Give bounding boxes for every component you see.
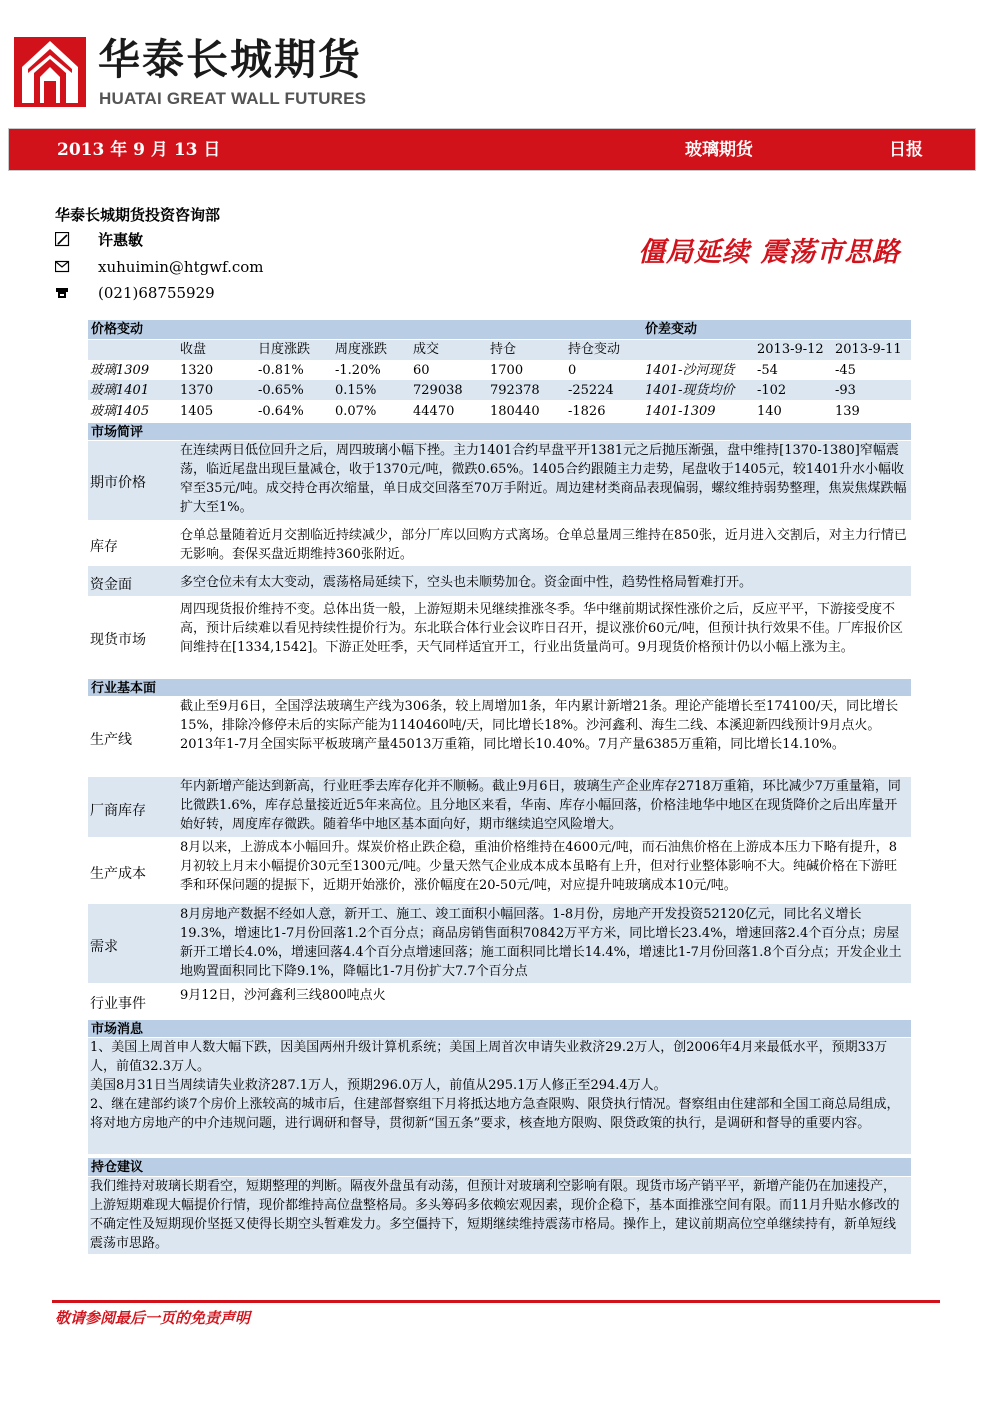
col-oi: 持仓	[490, 342, 517, 357]
brand-name-cn: 华泰长城期货	[98, 35, 363, 84]
table-row	[88, 400, 911, 420]
fund-text: 截止至9月6日，全国浮法玻璃生产线为306条，较上周增加1条，年内累计新增21条。理论产能增长至174100/天，同比增长15%，排除冷修停未后的实际产能为1140460吨/天，同比增长18%。沙河鑫利、海生二线、本溪迎新四线预计9月点火。2013年1-7月全国实际平板玻璃产量45013万重箱，同比增长10.40%。7月产量6385万重箱，同比增长14.10%。	[180, 699, 899, 752]
close-value: 1370	[180, 383, 214, 398]
volume-value: 729038	[413, 383, 463, 398]
oi-value: 1700	[490, 363, 524, 378]
email-address[interactable]: xuhuimin@htgwf.com	[98, 258, 264, 276]
author-name: 许惠敏	[98, 231, 144, 249]
daily-change: -0.65%	[258, 383, 304, 398]
report-header-bar	[8, 128, 976, 171]
spread-value2: -45	[835, 363, 856, 378]
envelope-icon	[55, 259, 70, 274]
advice-text: 我们维持对玻璃长期看空，短期整理的判断。隔夜外盘虽有动荡，但预计对玻璃利空影响有限。现货市场产销平平，新增产能仍在加速投产，上游短期难现大幅提价行情，现价都维持高位盘整格局。多头筹码多依赖宏观因素，现价企稳下，基本面推涨空间有限。而11月升贴水修改的不确定性及短期现价坚挺又使得长期空头暂难发力。多空僵持下，短期继续维持震荡市格局。操作上，建议前期高位空单继续持有，新单短线震荡市思路。	[90, 1179, 900, 1251]
fund-label: 需求	[90, 939, 118, 955]
spread-value2: 139	[835, 404, 860, 419]
review-label: 库存	[90, 539, 118, 555]
col-close: 收盘	[180, 342, 207, 357]
advice-header	[88, 1156, 911, 1177]
table-row	[88, 380, 911, 400]
weekly-change: 0.15%	[335, 383, 377, 398]
spread-value2: -93	[835, 383, 856, 398]
review-label: 现货市场	[90, 632, 146, 648]
fund-label: 生产成本	[90, 866, 146, 882]
review-text: 仓单总量随着近月交割临近持续减少，部分厂库以回购方式离场。仓单总量周三维持在850张，近月进入交割后，对主力行情已无影响。套保买盘近期维持360张附近。	[180, 528, 907, 562]
col-volume: 成交	[413, 342, 440, 357]
advice-title: 持仓建议	[91, 1160, 144, 1175]
oi-value: 792378	[490, 383, 540, 398]
fund-label: 行业事件	[90, 996, 146, 1012]
volume-value: 60	[413, 363, 430, 378]
edit-icon	[55, 232, 70, 247]
price-change-title: 价格变动	[91, 322, 144, 337]
daily-change: -0.64%	[258, 404, 304, 419]
price-section-header	[88, 318, 911, 340]
huatai-logo-icon	[14, 37, 86, 107]
contract-name: 玻璃1401	[90, 383, 150, 398]
disclaimer-note[interactable]: 敬请参阅最后一页的免责声明	[55, 1309, 251, 1327]
daily-change: -0.81%	[258, 363, 304, 378]
price-columns-row	[88, 340, 911, 360]
col-spread-date1: 2013-9-12	[757, 342, 824, 357]
contract-name: 玻璃1405	[90, 404, 150, 419]
contract-name: 玻璃1309	[90, 363, 150, 378]
review-text: 多空仓位未有太大变动，震荡格局延续下，空头也未顺势加仓。资金面中性，趋势性格局暂难打开。	[180, 575, 753, 590]
weekly-change: -1.20%	[335, 363, 381, 378]
spread-name: 1401-沙河现货	[645, 363, 735, 378]
review-text: 在连续两日低位回升之后，周四玻璃小幅下挫。主力1401合约早盘平开1381元之后抛压渐强，盘中维持[1370-1380]窄幅震荡，临近尾盘出现巨量减仓，收于1370元/吨，微跌0.65%。1405合约跟随主力走势，尾盘收于1405元，较1401升水小幅收窄至35元/吨。成交持仓再次缩量，单日成交回落至70万手附近。周边建材类商品表现偏弱，螺纹维持弱势整理，焦炭焦煤跌幅扩大至1%。	[180, 443, 907, 515]
market-review-title: 市场简评	[91, 425, 144, 440]
fund-text: 年内新增产能达到新高，行业旺季去库存化并不顺畅。截止9月6日，玻璃生产企业库存2718万重箱，环比减少7万重量箱，同比微跌1.6%，库存总量接近近5年来高位。且分地区来看，华南、库存小幅回落，价格洼地华中地区在现货降价之后出库量开始好转，周度库存微跌。随着华中地区基本面向好，期市继续追空风险增大。	[180, 779, 901, 832]
phone-number: (021)68755929	[98, 284, 215, 302]
brand-name-en: HUATAI GREAT WALL FUTURES	[99, 89, 367, 108]
news-header	[88, 1018, 911, 1038]
col-weekly: 周度涨跌	[335, 342, 388, 357]
market-review-header	[88, 421, 911, 441]
fundamentals-header	[88, 677, 911, 697]
table-row	[88, 360, 911, 380]
oi-change-value: 0	[568, 363, 577, 378]
fund-text: 8月房地产数据不经如人意，新开工、施工、竣工面积小幅回落。1-8月份，房地产开发投资52120亿元，同比名义增长19.3%，增速比1-7月份回落1.2个百分点；商品房销售面积70842万平方米，同比增长23.4%，增速回落2.4个百分点；房屋新开工增长4.0%，增速回落4.4个百分点增速回落；施工面积同比增长14.4%，增速比1-7月份回落1.8个百分点；开发企业土地购置面积同比下降9.1%，降幅比1-7月份扩大7.7个百分点	[180, 907, 902, 979]
spread-value1: -102	[757, 383, 787, 398]
report-headline: 僵局延续 震荡市思路	[638, 237, 901, 268]
fund-label: 厂商库存	[90, 803, 146, 819]
report-product: 玻璃期货	[685, 140, 753, 160]
phone-icon	[55, 285, 70, 300]
oi-value: 180440	[490, 404, 540, 419]
report-type: 日报	[889, 140, 923, 160]
weekly-change: 0.07%	[335, 404, 377, 419]
report-date: 2013 年 9 月 13 日	[57, 140, 221, 160]
department: 华泰长城期货投资咨询部	[55, 206, 221, 224]
footer-divider	[52, 1300, 940, 1303]
news-title: 市场消息	[91, 1022, 144, 1037]
close-value: 1320	[180, 363, 214, 378]
spread-name: 1401-现货均价	[645, 383, 735, 398]
oi-change-value: -1826	[568, 404, 606, 419]
volume-value: 44470	[413, 404, 455, 419]
close-value: 1405	[180, 404, 214, 419]
oi-change-value: -25224	[568, 383, 614, 398]
spread-value1: -54	[757, 363, 778, 378]
fundamentals-title: 行业基本面	[91, 681, 157, 696]
fund-text: 9月12日，沙河鑫利三线800吨点火	[180, 988, 386, 1003]
news-paragraph: 1、美国上周首申人数大幅下跌，因美国两州升级计算机系统；美国上周首次申请失业救济29.2万人，创2006年4月来最低水平，预期33万人，前值32.3万人。	[90, 1040, 888, 1074]
spread-name: 1401-1309	[645, 404, 716, 419]
review-text: 周四现货报价维持不变。总体出货一般，上游短期未见继续推涨冬季。华中继前期试探性涨价之后，反应平平，下游接受度不高，预计后续难以看见持续性提价行为。东北联合体行业会议昨日召开，提议涨价60元/吨，但预计执行效果不佳。厂库报价区间维持在[1334,1542]。下游正处旺季，天气同样适宜开工，行业出货量尚可。9月现货价格预计仍以小幅上涨为主。	[180, 602, 903, 655]
review-label: 资金面	[90, 577, 132, 593]
col-spread-date2: 2013-9-11	[835, 342, 902, 357]
col-daily: 日度涨跌	[258, 342, 311, 357]
fund-label: 生产线	[90, 732, 132, 748]
col-oi-change: 持仓变动	[568, 342, 621, 357]
spread-value1: 140	[757, 404, 782, 419]
spread-change-title: 价差变动	[645, 322, 698, 337]
news-paragraph: 美国8月31日当周续请失业救济287.1万人，预期296.0万人，前值从295.1万人修正至294.4万人。	[90, 1078, 667, 1093]
review-label: 期市价格	[90, 475, 146, 491]
fund-text: 8月以来，上游成本小幅回升。煤炭价格止跌企稳，重油价格维持在4600元/吨，而石油焦价格在上游成本压力下略有提升，8月初较上月末小幅提价30元至1300元/吨。少量天然气企业成本成本虽略有上升，但对行业整体影响不大。纯碱价格在下游旺季和环保问题的提振下，近期开始涨价，涨价幅度在20-50元/吨，对应提升吨玻璃成本10元/吨。	[180, 840, 898, 893]
news-paragraph: 2、继在建部约谈7个房价上涨较高的城市后，住建部督察组下月将抵达地方急查限购、限贷执行情况。督察组由住建部和全国工商总局组成，将对地方房地产的中介违规问题，进行调研和督导，贯彻新“国五条”要求，核查地方限购、限贷政策的执行，是调研和督导的重要内容。	[90, 1097, 900, 1131]
